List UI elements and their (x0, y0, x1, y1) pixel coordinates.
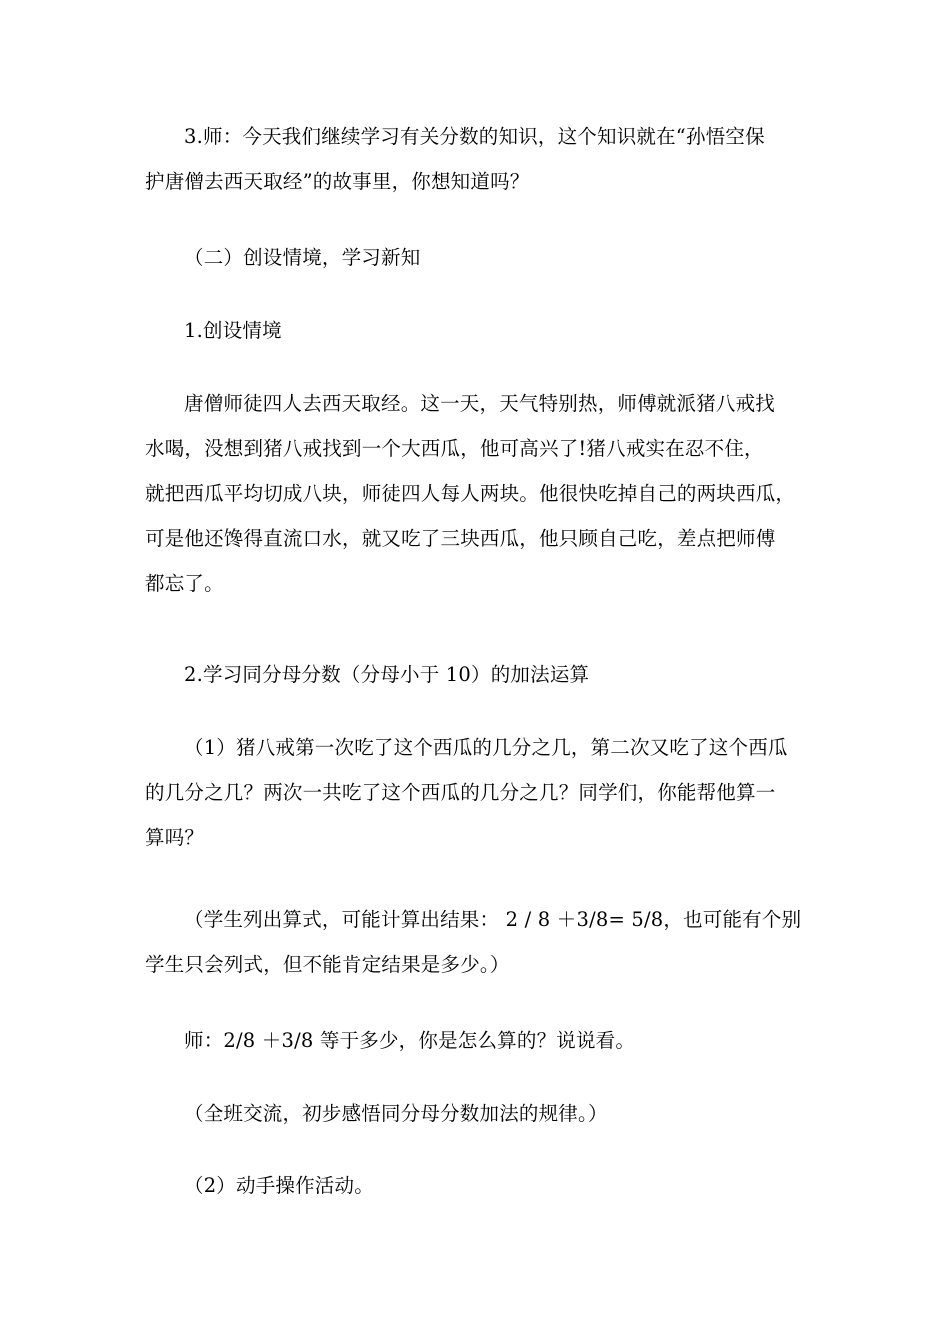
text-line: 就把西瓜平均切成八块，师徒四人每人两块。他很快吃掉自己的两块西瓜， (145, 482, 796, 505)
subheading-fraction-addition (145, 652, 810, 697)
text-line: （学生列出算式，可能计算出结果： 2 / 8 ＋3/8= 5/8，也可能有个别 (184, 908, 802, 931)
section-heading-create-situation (145, 235, 810, 280)
text-line: 师：2/8 ＋3/8 等于多少，你是怎么算的？说说看。 (184, 1029, 636, 1052)
text-line: 2.学习同分母分数（分母小于 10）的加法运算 (184, 663, 590, 686)
text-line: 3.师：今天我们继续学习有关分数的知识，这个知识就在“孙悟空保 (184, 125, 765, 148)
paragraph-class-discussion (145, 1091, 810, 1136)
text-line: 1.创设情境 (184, 319, 282, 342)
paragraph-teacher-intro (145, 114, 810, 204)
text-line: 护唐僧去西天取经”的故事里，你想知道吗？ (145, 170, 530, 193)
text-line: （全班交流，初步感悟同分母分数加法的规律。） (184, 1102, 608, 1125)
text-line: （1）猪八戒第一次吃了这个西瓜的几分之几，第二次又吃了这个西瓜 (184, 736, 788, 759)
text-line: （二）创设情境，学习新知 (184, 246, 421, 269)
subheading-create-situation (145, 308, 810, 353)
paragraph-story (145, 381, 810, 606)
text-line: （2）动手操作活动。 (184, 1174, 374, 1197)
text-line: 的几分之几？两次一共吃了这个西瓜的几分之几？同学们，你能帮他算一 (145, 781, 776, 804)
text-line: 唐僧师徒四人去西天取经。这一天，天气特别热，师傅就派猪八戒找 (184, 392, 776, 415)
paragraph-hands-on-activity (145, 1163, 810, 1208)
text-line: 都忘了。 (145, 572, 224, 595)
text-line: 算吗？ (145, 826, 205, 849)
text-line: 可是他还馋得直流口水，就又吃了三块西瓜，他只顾自己吃，差点把师傅 (145, 527, 776, 550)
paragraph-question-1 (145, 725, 810, 860)
text-line: 学生只会列式，但不能肯定结果是多少。） (145, 953, 510, 976)
text-line: 水喝，没想到猪八戒找到一个大西瓜，他可高兴了!猪八戒实在忍不住， (145, 437, 764, 460)
paragraph-teacher-question (145, 1018, 810, 1063)
paragraph-student-answer (145, 897, 810, 987)
